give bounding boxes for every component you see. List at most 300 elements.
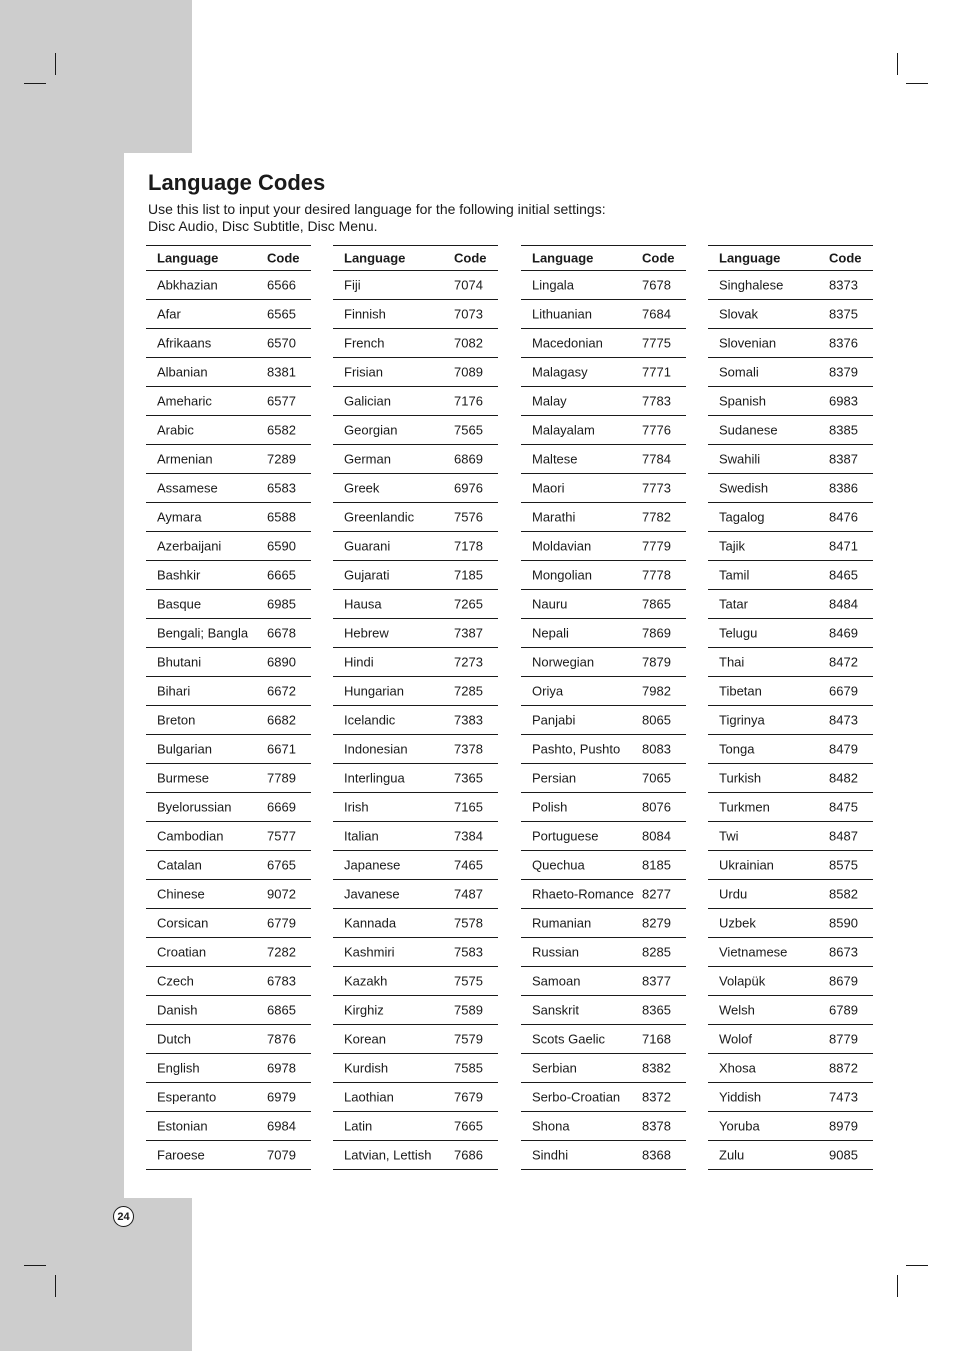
table-row [521,851,686,880]
language-name: Burmese [157,770,210,786]
language-code: 8387 [829,451,858,467]
crop-mark [24,1265,46,1266]
language-code: 8368 [642,1147,671,1163]
table-row [708,503,873,532]
language-code: 8979 [829,1118,858,1134]
language-name: Latvian, Lettish [344,1147,432,1163]
header-code: Code [642,250,675,266]
language-name: Georgian [344,422,398,438]
language-code: 7869 [642,625,671,641]
language-code: 6590 [267,538,296,554]
language-name: Tajik [719,538,746,554]
language-name: Hungarian [344,683,404,699]
table-row [333,474,498,503]
language-code: 6570 [267,335,296,351]
language-code: 6577 [267,393,296,409]
table-row [708,880,873,909]
language-name: Russian [532,944,579,960]
language-name: Hindi [344,654,374,670]
table-row [333,619,498,648]
language-name: Korean [344,1031,386,1047]
language-name: French [344,335,385,351]
language-name: Swedish [719,480,769,496]
language-code: 7079 [267,1147,296,1163]
table-row [521,1025,686,1054]
language-name: Turkish [719,770,762,786]
language-code: 7273 [454,654,483,670]
language-code: 8484 [829,596,858,612]
language-code: 8372 [642,1089,671,1105]
table-row [333,938,498,967]
table-row [333,735,498,764]
language-name: Singhalese [719,277,784,293]
table-row [146,474,311,503]
table-row [146,1054,311,1083]
language-name: Finnish [344,306,386,322]
language-name: Fiji [344,277,361,293]
language-code: 6682 [267,712,296,728]
table-row [333,358,498,387]
language-code: 6789 [829,1002,858,1018]
language-name: Panjabi [532,712,576,728]
language-name: Spanish [719,393,766,409]
language-name: Irish [344,799,369,815]
table-row [708,329,873,358]
header-code: Code [829,250,862,266]
language-name: Ukrainian [719,857,774,873]
table-row [708,938,873,967]
table-row [521,271,686,300]
crop-mark [906,83,928,84]
table-row [708,677,873,706]
page-title: Language Codes [148,170,326,195]
table-row [708,387,873,416]
language-name: Tigrinya [719,712,765,728]
language-code: 7585 [454,1060,483,1076]
language-name: Twi [719,828,739,844]
language-name: Basque [157,596,202,612]
table-row [333,271,498,300]
language-code: 7168 [642,1031,671,1047]
language-name: Scots Gaelic [532,1031,605,1047]
language-code: 7082 [454,335,483,351]
header-language: Language [344,250,406,266]
language-name: Serbian [532,1060,577,1076]
language-name: Latin [344,1118,373,1134]
language-name: Hebrew [344,625,389,641]
language-code: 8487 [829,828,858,844]
table-header-row [333,246,498,271]
language-name: Kirghiz [344,1002,384,1018]
language-code: 8076 [642,799,671,815]
language-code: 6678 [267,625,296,641]
language-name: Cambodian [157,828,224,844]
table-row [708,416,873,445]
table-row [333,706,498,735]
language-code: 8679 [829,973,858,989]
language-name: Danish [157,1002,198,1018]
language-name: Bihari [157,683,191,699]
table-row [146,619,311,648]
table-row [146,358,311,387]
crop-mark [24,83,46,84]
language-code: 7865 [642,596,671,612]
language-code: 6979 [267,1089,296,1105]
table-row [146,880,311,909]
language-name: Greenlandic [344,509,415,525]
table-row [708,851,873,880]
table-row [521,329,686,358]
language-code: 7779 [642,538,671,554]
language-code: 7879 [642,654,671,670]
language-name: Tonga [719,741,755,757]
language-code: 8285 [642,944,671,960]
language-code: 7982 [642,683,671,699]
language-code: 6566 [267,277,296,293]
language-name: Portuguese [532,828,599,844]
language-code: 6582 [267,422,296,438]
language-name: Nepali [532,625,569,641]
language-name: Tagalog [719,509,765,525]
table-row [146,1112,311,1141]
language-name: Indonesian [344,741,408,757]
language-code: 8482 [829,770,858,786]
table-row [708,1083,873,1112]
table-row [708,619,873,648]
table-row [146,387,311,416]
language-name: Volapük [719,973,766,989]
language-code: 8065 [642,712,671,728]
language-code: 8381 [267,364,296,380]
language-code: 7583 [454,944,483,960]
table-row [333,822,498,851]
header-language: Language [719,250,781,266]
language-code: 7773 [642,480,671,496]
table-row [521,967,686,996]
language-name: Italian [344,828,379,844]
table-row [521,387,686,416]
header-language: Language [532,250,594,266]
table-row [146,532,311,561]
crop-mark [55,1275,56,1297]
language-name: Kannada [344,915,397,931]
table-row [333,532,498,561]
table-row [708,967,873,996]
table-row [521,590,686,619]
language-name: Mongolian [532,567,592,583]
table-row [333,967,498,996]
table-row [708,358,873,387]
table-row [146,764,311,793]
language-code: 7487 [454,886,483,902]
language-name: Persian [532,770,577,786]
language-code: 7578 [454,915,483,931]
language-name: Xhosa [719,1060,756,1076]
table-row [521,532,686,561]
table-row [146,445,311,474]
table-row [333,764,498,793]
table-header-row [521,246,686,271]
table-row [333,445,498,474]
language-code: 8465 [829,567,858,583]
language-name: Japanese [344,857,401,873]
table-row [708,474,873,503]
language-code: 7178 [454,538,483,554]
table-row [521,1141,686,1170]
language-name: Samoan [532,973,581,989]
language-code: 7876 [267,1031,296,1047]
table-row [521,416,686,445]
language-name: Armenian [157,451,213,467]
language-name: Catalan [157,857,202,873]
language-code: 6583 [267,480,296,496]
table-row [521,822,686,851]
language-code: 7089 [454,364,483,380]
language-code: 8379 [829,364,858,380]
language-name: Turkmen [719,799,770,815]
table-row [146,909,311,938]
language-code: 6665 [267,567,296,583]
language-code: 7775 [642,335,671,351]
language-name: Arabic [157,422,194,438]
language-code: 8382 [642,1060,671,1076]
language-name: Tamil [719,567,750,583]
table-row [333,677,498,706]
language-name: Telugu [719,625,758,641]
language-code: 8279 [642,915,671,931]
language-name: Swahili [719,451,761,467]
language-code: 7684 [642,306,671,322]
language-name: Urdu [719,886,748,902]
table-row [708,793,873,822]
intro-text [148,201,606,235]
intro-line: Disc Audio, Disc Subtitle, Disc Menu. [148,218,378,234]
table-row [333,996,498,1025]
crop-mark [906,1265,928,1266]
language-code: 6865 [267,1002,296,1018]
table-row [146,967,311,996]
language-name: Zulu [719,1147,745,1163]
language-code: 6983 [829,393,858,409]
language-code: 7383 [454,712,483,728]
table-row [708,1112,873,1141]
page-margin-bottom [0,1198,192,1351]
language-code: 8386 [829,480,858,496]
table-row [708,706,873,735]
language-name: Czech [157,973,194,989]
language-code: 7387 [454,625,483,641]
table-row [708,590,873,619]
table-row [146,677,311,706]
language-code: 8575 [829,857,858,873]
language-name: Afrikaans [157,335,212,351]
table-row [333,1141,498,1170]
language-name: Abkhazian [157,277,218,293]
language-name: Dutch [157,1031,191,1047]
table-row [708,1141,873,1170]
language-name: Galician [344,393,391,409]
table-row [333,648,498,677]
language-code: 7565 [454,422,483,438]
language-name: Vietnamese [719,944,788,960]
language-code: 7282 [267,944,296,960]
language-code: 6765 [267,857,296,873]
language-name: Welsh [719,1002,755,1018]
table-row [333,590,498,619]
language-name: Nauru [532,596,568,612]
language-code: 7665 [454,1118,483,1134]
language-code: 6984 [267,1118,296,1134]
language-name: Javanese [344,886,400,902]
table-row [708,1025,873,1054]
language-name: Aymara [157,509,202,525]
language-code: 7679 [454,1089,483,1105]
table-row [708,822,873,851]
language-code: 8185 [642,857,671,873]
intro-line: Use this list to input your desired language for the following initial settings: [148,201,606,217]
language-name: Thai [719,654,745,670]
table-row [146,1083,311,1112]
language-name: Croatian [157,944,207,960]
language-name: Uzbek [719,915,756,931]
language-code: 7285 [454,683,483,699]
language-table-4 [708,245,873,1170]
language-name: Frisian [344,364,384,380]
language-name: Norwegian [532,654,595,670]
table-row [146,1141,311,1170]
language-name: Albanian [157,364,208,380]
table-row [333,851,498,880]
language-code: 7185 [454,567,483,583]
language-code: 8475 [829,799,858,815]
table-row [146,416,311,445]
table-row [521,706,686,735]
language-name: Chinese [157,886,205,902]
language-name: Guarani [344,538,391,554]
language-name: English [157,1060,200,1076]
table-row [521,1054,686,1083]
language-code: 7784 [642,451,671,467]
language-code: 7473 [829,1089,858,1105]
language-code: 6679 [829,683,858,699]
table-row [708,445,873,474]
language-name: Tatar [719,596,748,612]
language-code: 7465 [454,857,483,873]
language-name: Polish [532,799,568,815]
table-row [521,358,686,387]
table-row [708,561,873,590]
language-code: 8378 [642,1118,671,1134]
language-name: Bhutani [157,654,202,670]
language-name: Lingala [532,277,574,293]
table-row [708,300,873,329]
header-language: Language [157,250,219,266]
language-code: 8365 [642,1002,671,1018]
language-table-3 [521,245,686,1170]
language-code: 8083 [642,741,671,757]
language-code: 7576 [454,509,483,525]
language-code: 8779 [829,1031,858,1047]
language-name: Wolof [719,1031,752,1047]
table-row [146,851,311,880]
language-code: 8084 [642,828,671,844]
language-code: 7365 [454,770,483,786]
table-row [146,329,311,358]
table-row [146,996,311,1025]
language-code: 6978 [267,1060,296,1076]
language-code: 8375 [829,306,858,322]
language-code: 8673 [829,944,858,960]
table-row [146,735,311,764]
language-name: Greek [344,480,380,496]
language-code: 7176 [454,393,483,409]
language-code: 6890 [267,654,296,670]
language-code: 7073 [454,306,483,322]
crop-mark [897,53,898,75]
language-name: Sindhi [532,1147,569,1163]
language-name: Slovenian [719,335,777,351]
table-row [521,474,686,503]
language-code: 6779 [267,915,296,931]
language-code: 6783 [267,973,296,989]
language-code: 8472 [829,654,858,670]
language-name: Quechua [532,857,585,873]
page-margin-left [0,153,124,1198]
table-row [146,822,311,851]
language-code: 7289 [267,451,296,467]
table-row [333,503,498,532]
language-code: 9072 [267,886,296,902]
table-row [333,1054,498,1083]
language-name: Tibetan [719,683,762,699]
table-row [333,416,498,445]
language-name: Sudanese [719,422,778,438]
table-row [708,996,873,1025]
language-code: 7771 [642,364,671,380]
language-code: 7065 [642,770,671,786]
language-code: 7384 [454,828,483,844]
table-row [708,532,873,561]
language-name: Esperanto [157,1089,217,1105]
language-name: Kashmiri [344,944,395,960]
page-number: 24 [113,1206,134,1227]
language-name: Byelorussian [157,799,232,815]
language-name: Bulgarian [157,741,212,757]
header-code: Code [267,250,300,266]
language-name: Oriya [532,683,564,699]
language-code: 8471 [829,538,858,554]
language-code: 8479 [829,741,858,757]
table-row [521,619,686,648]
language-name: Malagasy [532,364,588,380]
table-row [146,300,311,329]
language-code: 7378 [454,741,483,757]
language-name: Sanskrit [532,1002,579,1018]
language-name: Estonian [157,1118,208,1134]
table-row [708,735,873,764]
table-row [521,648,686,677]
table-row [333,561,498,590]
table-row [521,503,686,532]
table-header-row [708,246,873,271]
table-row [333,1025,498,1054]
table-row [521,996,686,1025]
table-row [521,764,686,793]
language-code: 8590 [829,915,858,931]
language-table-1 [146,245,311,1170]
table-row [146,271,311,300]
language-code: 7789 [267,770,296,786]
